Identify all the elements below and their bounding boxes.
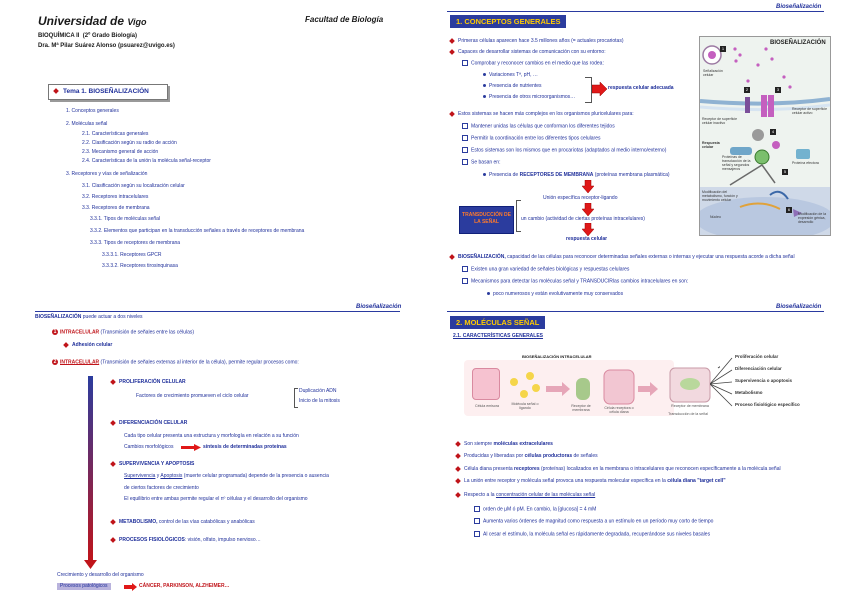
- dot-bullet-icon: [483, 95, 486, 98]
- author: Dra. Mª Pilar Suárez Alonso (psuarez@uvigo.es): [38, 43, 175, 49]
- bullet-line: Respecto a la concentración celular de las moléculas señal: [456, 492, 595, 499]
- bullet-icon: [110, 461, 116, 467]
- bullet-line: Mecanismos para detectar las moléculas señal y TRANSDUCIRlas cambios intracelulares en son:: [462, 278, 688, 285]
- brace: [585, 77, 592, 103]
- diagram-label: Transducción de la señal: [668, 412, 708, 416]
- diagram-shapes: [460, 348, 720, 428]
- bullet-icon: [449, 111, 455, 117]
- bullet-line: BIOSEÑALIZACIÓN, capacidad de las células para reconocer determinadas señales externas o internas y ejecutar una respuesta acorde a dicha señal: [450, 254, 825, 261]
- outcome-arrows: [710, 348, 740, 428]
- body-line: Supervivencia y Apoptosis (muerte celular programada) depende de la presencia o ausencia: [124, 473, 329, 479]
- figure-label: Modificación del metabolismo, función y movimiento celular: [702, 190, 738, 202]
- bullet-icon: [455, 441, 461, 447]
- figure-label: Receptor de superficie celular activo: [792, 107, 828, 115]
- bullet-line: Presencia de otros microorganismos…: [483, 94, 575, 101]
- body-line: síntesis de determinadas proteínas: [203, 444, 287, 450]
- bullet-line: Variaciones Tª, pH, …: [483, 72, 538, 79]
- figure-label: Proteína efectora: [792, 161, 819, 165]
- page-header: Bioseñalización: [776, 4, 822, 10]
- toc-line: 3.3. Receptores de membrana: [82, 205, 150, 211]
- bullet-icon: [455, 453, 461, 459]
- bullet-line: Presencia de nutrientes: [483, 83, 542, 90]
- bullet-line: orden de µM ó pM. En cambio, la [glucosa] = 4 mM: [474, 506, 596, 513]
- body-line: Cada tipo celular presenta una estructura y morfología en relación a su función: [124, 433, 299, 439]
- right-arrow-icon: [181, 444, 201, 451]
- flow-step: Unión específica receptor-ligando: [543, 195, 618, 201]
- bullet-line: Son siempre moléculas extracelulares: [456, 441, 553, 448]
- outcome-label: Proliferación celular: [735, 354, 779, 359]
- bullet-line: Al cesar el estímulo, la molécula señal es rápidamente degradada, recuperándose sus niveles basales: [474, 531, 710, 538]
- header-rule: [35, 311, 400, 312]
- toc-line: 2.3. Mecanismo general de acción: [82, 149, 159, 155]
- body-line: El equilibrio entre ambas permite regular el nº células y el desarrollo del organismo: [124, 496, 308, 502]
- body-line: Cambios morfológicos: [124, 444, 174, 450]
- toc-line: 3. Receptores y vías de señalización: [66, 171, 148, 177]
- body-line: Inicio de la mitosis: [299, 398, 340, 404]
- subsection-title: 2.1. CARACTERÍSTICAS GENERALES: [453, 333, 544, 339]
- square-bullet-icon: [462, 135, 468, 141]
- figure-title: BIOSEÑALIZACIÓN: [770, 40, 826, 46]
- down-arrow-icon: [84, 560, 97, 569]
- bullet-line: Aumenta varios órdenes de magnitud como respuesta a un estímulo en un período muy corto de tiempo: [474, 518, 713, 525]
- right-arrow-icon: [124, 583, 137, 591]
- bullet-icon: [449, 49, 455, 55]
- square-bullet-icon: [474, 506, 480, 512]
- step-number-badge: 3: [776, 87, 780, 92]
- bullet-line: DIFERENCIACIÓN CELULAR: [111, 420, 187, 427]
- bullet-icon: [110, 379, 116, 385]
- diagram-label: Receptor de membrana: [571, 404, 591, 412]
- bullet-icon: [110, 519, 116, 525]
- growth-line: Crecimiento y desarrollo del organismo: [57, 572, 144, 578]
- course-title: BIOQUÍMICA II (2º Grado Biología): [38, 33, 137, 39]
- toc-line: 2. Moléculas señal: [66, 121, 108, 127]
- right-arrow-icon: [592, 82, 608, 96]
- bullet-line: Se basan en:: [462, 159, 500, 166]
- bullet-icon: [53, 88, 59, 94]
- bullet-line: Estos sistemas son los mismos que en procariotas (adaptados al medio interno/externo): [462, 147, 666, 154]
- toc-line: 3.3.2. Elementos que participan en la transducción señales a través de receptores de membrana: [90, 228, 305, 234]
- figure-label: Señalización celular: [703, 69, 723, 77]
- bullet-line: poco numerosos y están evolutivamente muy conservados: [487, 291, 623, 298]
- toc-line: 2.1. Características generales: [82, 131, 149, 137]
- level-1: 1 INTRACELULAR (Transmisión de señales entre las células): [53, 329, 195, 336]
- outcome-label: Metabolismo: [735, 390, 763, 395]
- bullet-line: PROCESOS FISIOLÓGICOS: visión, olfato, impulso nervioso…: [111, 537, 261, 544]
- bullet-icon: [110, 420, 116, 426]
- section-title: 2. MOLÉCULAS SEÑAL: [450, 316, 545, 329]
- topic-title: Tema 1. BIOSEÑALIZACIÓN: [63, 88, 149, 95]
- square-bullet-icon: [462, 159, 468, 165]
- bullet-line: METABOLISMO, control de las vías catabólicas y anabólicas: [111, 519, 255, 526]
- down-arrow-icon: [582, 223, 594, 236]
- number-2-icon: 2: [53, 359, 57, 365]
- university-name: Universidad de Vigo: [38, 14, 147, 28]
- step-number-badge: 2: [745, 87, 749, 92]
- toc-line: 3.3.1. Tipos de moléculas señal: [90, 216, 161, 222]
- body-line: Factores de crecimiento promueven el ciclo celular: [136, 393, 249, 399]
- disease-list: CÁNCER, PARKINSON, ALZHEIMER…: [139, 583, 230, 589]
- bullet-icon: [63, 342, 69, 348]
- figure-label: Núcleo: [710, 215, 721, 219]
- bullet-line: SUPERVIVENCIA Y APOPTOSIS: [111, 461, 194, 468]
- faculty-name: Facultad de Biología: [305, 15, 384, 24]
- flow-step: respuesta celular: [566, 236, 608, 242]
- square-bullet-icon: [474, 531, 480, 537]
- response-text: respuesta celular adecuada: [608, 85, 674, 91]
- down-arrow-icon: [582, 203, 594, 216]
- bullet-icon: [455, 492, 461, 498]
- dot-bullet-icon: [483, 84, 486, 87]
- figure-label: Proteínas de transducción de la señal y segundos mensajeros: [722, 155, 751, 171]
- toc-line: 3.3.3.1. Receptores GPCR: [102, 252, 162, 258]
- square-bullet-icon: [462, 266, 468, 272]
- figure-label: Modificación de la expresión génica, desarrollo: [798, 212, 827, 224]
- bullet-line: Célula diana presenta receptores (proteínas) localizados en la membrana o intracelulares que reconocen específicamente a la molécula señal: [456, 466, 828, 473]
- flow-step: un cambio (actividad de ciertas proteínas intracelulares): [521, 216, 645, 222]
- bullet-line: Mantener unidas las células que conforman los diferentes tejidos: [462, 123, 615, 130]
- pathology-box: Procesos patológicos: [57, 583, 111, 590]
- bullet-icon: [455, 466, 461, 472]
- bracket: [516, 200, 521, 232]
- bullet-line: PROLIFERACIÓN CELULAR: [111, 379, 186, 386]
- vertical-arrow-bar: [88, 376, 93, 562]
- bullet-line: Presencia de RECEPTORES DE MEMBRANA (proteínas membrana plasmática): [483, 172, 670, 179]
- signaling-diagram: [460, 348, 825, 428]
- bullet-icon: [449, 254, 455, 260]
- body-line: Duplicación ADN: [299, 388, 337, 394]
- step-number-badge: 4: [771, 129, 775, 134]
- bullet-line: Permitir la coordinación entre los diferentes tipos celulares: [462, 135, 601, 142]
- diagram-label: Célula emisora: [475, 404, 499, 408]
- square-bullet-icon: [462, 60, 468, 66]
- bullet-line: Existen una gran variedad de señales biológicas y respuestas celulares: [462, 266, 629, 273]
- diagram-label: Receptor de membrana: [671, 404, 709, 408]
- header-rule: [447, 311, 824, 312]
- bullet-icon: [449, 38, 455, 44]
- step-number-badge: 5: [783, 169, 787, 174]
- square-bullet-icon: [474, 518, 480, 524]
- diagram-title: BIOSEÑALIZACIÓN INTRACELULAR: [522, 354, 592, 359]
- bullet-line: Primeras células aparecen hace 3.5 millones años (= actuales procariotas): [450, 38, 624, 45]
- number-1-icon: 1: [53, 329, 57, 335]
- outcome-label: Proceso fisiológico específico: [735, 402, 800, 407]
- bullet-icon: [110, 537, 116, 543]
- topic-box: [48, 84, 168, 100]
- step-number-badge: 1: [721, 46, 725, 51]
- figure-label: Receptor de superficie celular inactivo: [702, 117, 738, 125]
- figure-label: Respuesta celular: [702, 141, 720, 149]
- intro-line: BIOSEÑALIZACIÓN puede actuar a dos niveles: [35, 314, 143, 320]
- down-arrow-icon: [582, 180, 594, 193]
- page-header: Bioseñalización: [776, 304, 822, 310]
- bullet-line: Adhesión celular: [64, 342, 112, 349]
- square-bullet-icon: [462, 278, 468, 284]
- toc-line: 1. Conceptos generales: [66, 108, 119, 114]
- toc-line: 3.3.3. Tipos de receptores de membrana: [90, 240, 181, 246]
- outcome-label: Diferenciación celular: [735, 366, 782, 371]
- body-line: de ciertos factores de crecimiento: [124, 485, 199, 491]
- square-bullet-icon: [462, 147, 468, 153]
- dot-bullet-icon: [487, 292, 490, 295]
- transduction-box: TRANSDUCCIÓN DE LA SEÑAL: [459, 206, 514, 234]
- diagram-label: Célula receptora o célula diana: [604, 406, 634, 414]
- bullet-line: Estos sistemas se hacen más complejos en los organismos pluricelulares para:: [450, 111, 634, 118]
- header-rule: [447, 11, 824, 12]
- level-2: 2 INTRACELULAR (Transmisión de señales externas al interior de la célula), permite regular procesos como:: [53, 359, 299, 366]
- outcome-label: Supervivencia o apoptosis: [735, 378, 793, 383]
- bullet-line: Capaces de desarrollar sistemas de comunicación con su entorno:: [450, 49, 606, 56]
- toc-line: 3.1. Clasificación según su localización celular: [82, 183, 185, 189]
- section-title: 1. CONCEPTOS GENERALES: [450, 15, 566, 28]
- toc-line: 2.4. Características de la unión la molécula señal-receptor: [82, 158, 211, 164]
- dot-bullet-icon: [483, 173, 486, 176]
- page-header: Bioseñalización: [356, 304, 402, 310]
- cell-diagram: [700, 37, 830, 235]
- bullet-line: Producidas y liberadas por células productoras de señales: [456, 453, 598, 460]
- step-number-badge: 6: [787, 207, 791, 212]
- bullet-line: La unión entre receptor y molécula señal provoca una respuesta molecular específica en la célula diana "target cell": [456, 478, 726, 485]
- toc-line: 3.2. Receptores intracelulares: [82, 194, 149, 200]
- biosignaling-figure: [699, 36, 831, 236]
- square-bullet-icon: [462, 123, 468, 129]
- bullet-icon: [455, 478, 461, 484]
- bullet-line: Comprobar y reconocer cambios en el medio que las rodea:: [462, 60, 604, 67]
- bracket: [294, 388, 298, 408]
- toc-line: 2.2. Clasificación según su radio de acción: [82, 140, 177, 146]
- diagram-label: Molécula señal o ligando: [511, 402, 539, 410]
- dot-bullet-icon: [483, 73, 486, 76]
- toc-line: 3.3.3.2. Receptores tirosinquinasa: [102, 263, 178, 269]
